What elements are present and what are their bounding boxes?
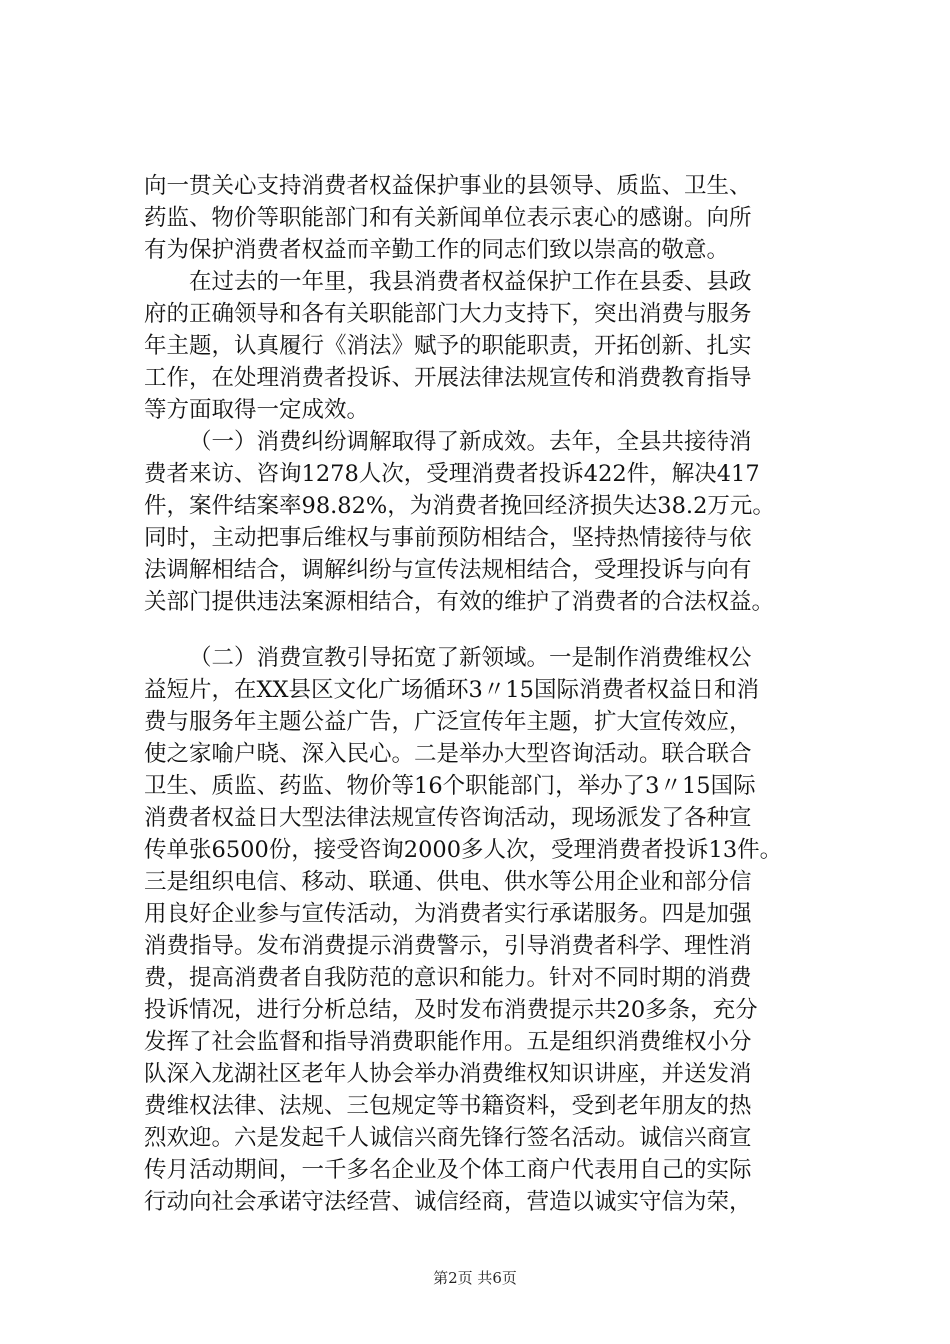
text-line: 消费者权益日大型法律法规宣传咨询活动，现场派发了各种宣 xyxy=(144,805,752,831)
text-line: 投诉情况，进行分析总结，及时发布消费提示共20多条，充分 xyxy=(144,997,758,1023)
text-line: 费，提高消费者自我防范的意识和能力。针对不同时期的消费 xyxy=(144,965,752,991)
text-line: 费维权法律、法规、三包规定等书籍资料，受到老年朋友的热 xyxy=(144,1093,752,1119)
text-line: 烈欢迎。六是发起千人诚信兴商先锋行签名活动。诚信兴商宣 xyxy=(144,1125,752,1151)
text-line: 用良好企业参与宣传活动，为消费者实行承诺服务。四是加强 xyxy=(144,901,752,927)
text-line: 件，案件结案率98.82%，为消费者挽回经济损失达38.2万元。 xyxy=(144,493,775,519)
text-line: 传月活动期间，一千多名企业及个体工商户代表用自己的实际 xyxy=(144,1157,752,1183)
text-line: 发挥了社会监督和指导消费职能作用。五是组织消费维权小分 xyxy=(144,1029,752,1055)
text-line: 三是组织电信、移动、联通、供电、供水等公用企业和部分信 xyxy=(144,869,752,895)
text-line: 队深入龙湖社区老年人协会举办消费维权知识讲座，并送发消 xyxy=(144,1061,752,1087)
text-line: 同时，主动把事后维权与事前预防相结合，坚持热情接待与依 xyxy=(144,525,752,551)
text-line: 工作，在处理消费者投诉、开展法律法规宣传和消费教育指导 xyxy=(144,365,752,391)
text-line: 府的正确领导和各有关职能部门大力支持下，突出消费与服务 xyxy=(144,301,752,327)
text-line: 关部门提供违法案源相结合，有效的维护了消费者的合法权益。 xyxy=(144,589,775,615)
text-line: 费者来访、咨询1278人次，受理消费者投诉422件，解决417 xyxy=(144,461,760,487)
text-line: 向一贯关心支持消费者权益保护事业的县领导、质监、卫生、 xyxy=(144,173,752,199)
text-line: 等方面取得一定成效。 xyxy=(144,397,370,423)
text-line: （二）消费宣教引导拓宽了新领域。一是制作消费维权公 xyxy=(189,645,752,671)
page-number-footer: 第2页 共6页 xyxy=(433,1269,517,1287)
text-line: 年主题，认真履行《消法》赋予的职能职责，开拓创新、扎实 xyxy=(144,333,752,359)
text-line: 益短片，在XX县区文化广场循环3〃15国际消费者权益日和消 xyxy=(144,677,759,703)
text-line: 消费指导。发布消费提示消费警示，引导消费者科学、理性消 xyxy=(144,933,752,959)
text-line: 使之家喻户晓、深入民心。二是举办大型咨询活动。联合联合 xyxy=(144,741,752,767)
text-line: 药监、物价等职能部门和有关新闻单位表示衷心的感谢。向所 xyxy=(144,205,752,231)
paragraph-gap xyxy=(144,618,855,642)
text-line: 法调解相结合，调解纠纷与宣传法规相结合，受理投诉与向有 xyxy=(144,557,752,583)
text-line: 卫生、质监、药监、物价等16个职能部门，举办了3〃15国际 xyxy=(144,773,756,799)
document-body xyxy=(144,170,855,1218)
text-line: （一）消费纠纷调解取得了新成效。去年，全县共接待消 xyxy=(189,429,752,455)
text-line: 费与服务年主题公益广告，广泛宣传年主题，扩大宣传效应， xyxy=(144,709,752,735)
text-line: 行动向社会承诺守法经营、诚信经商，营造以诚实守信为荣， xyxy=(144,1189,752,1215)
text-line: 传单张6500份，接受咨询2000多人次，受理消费者投诉13件。 xyxy=(144,837,783,863)
text-line: 有为保护消费者权益而辛勤工作的同志们致以崇高的敬意。 xyxy=(144,237,730,263)
text-line: 在过去的一年里，我县消费者权益保护工作在县委、县政 xyxy=(189,269,752,295)
